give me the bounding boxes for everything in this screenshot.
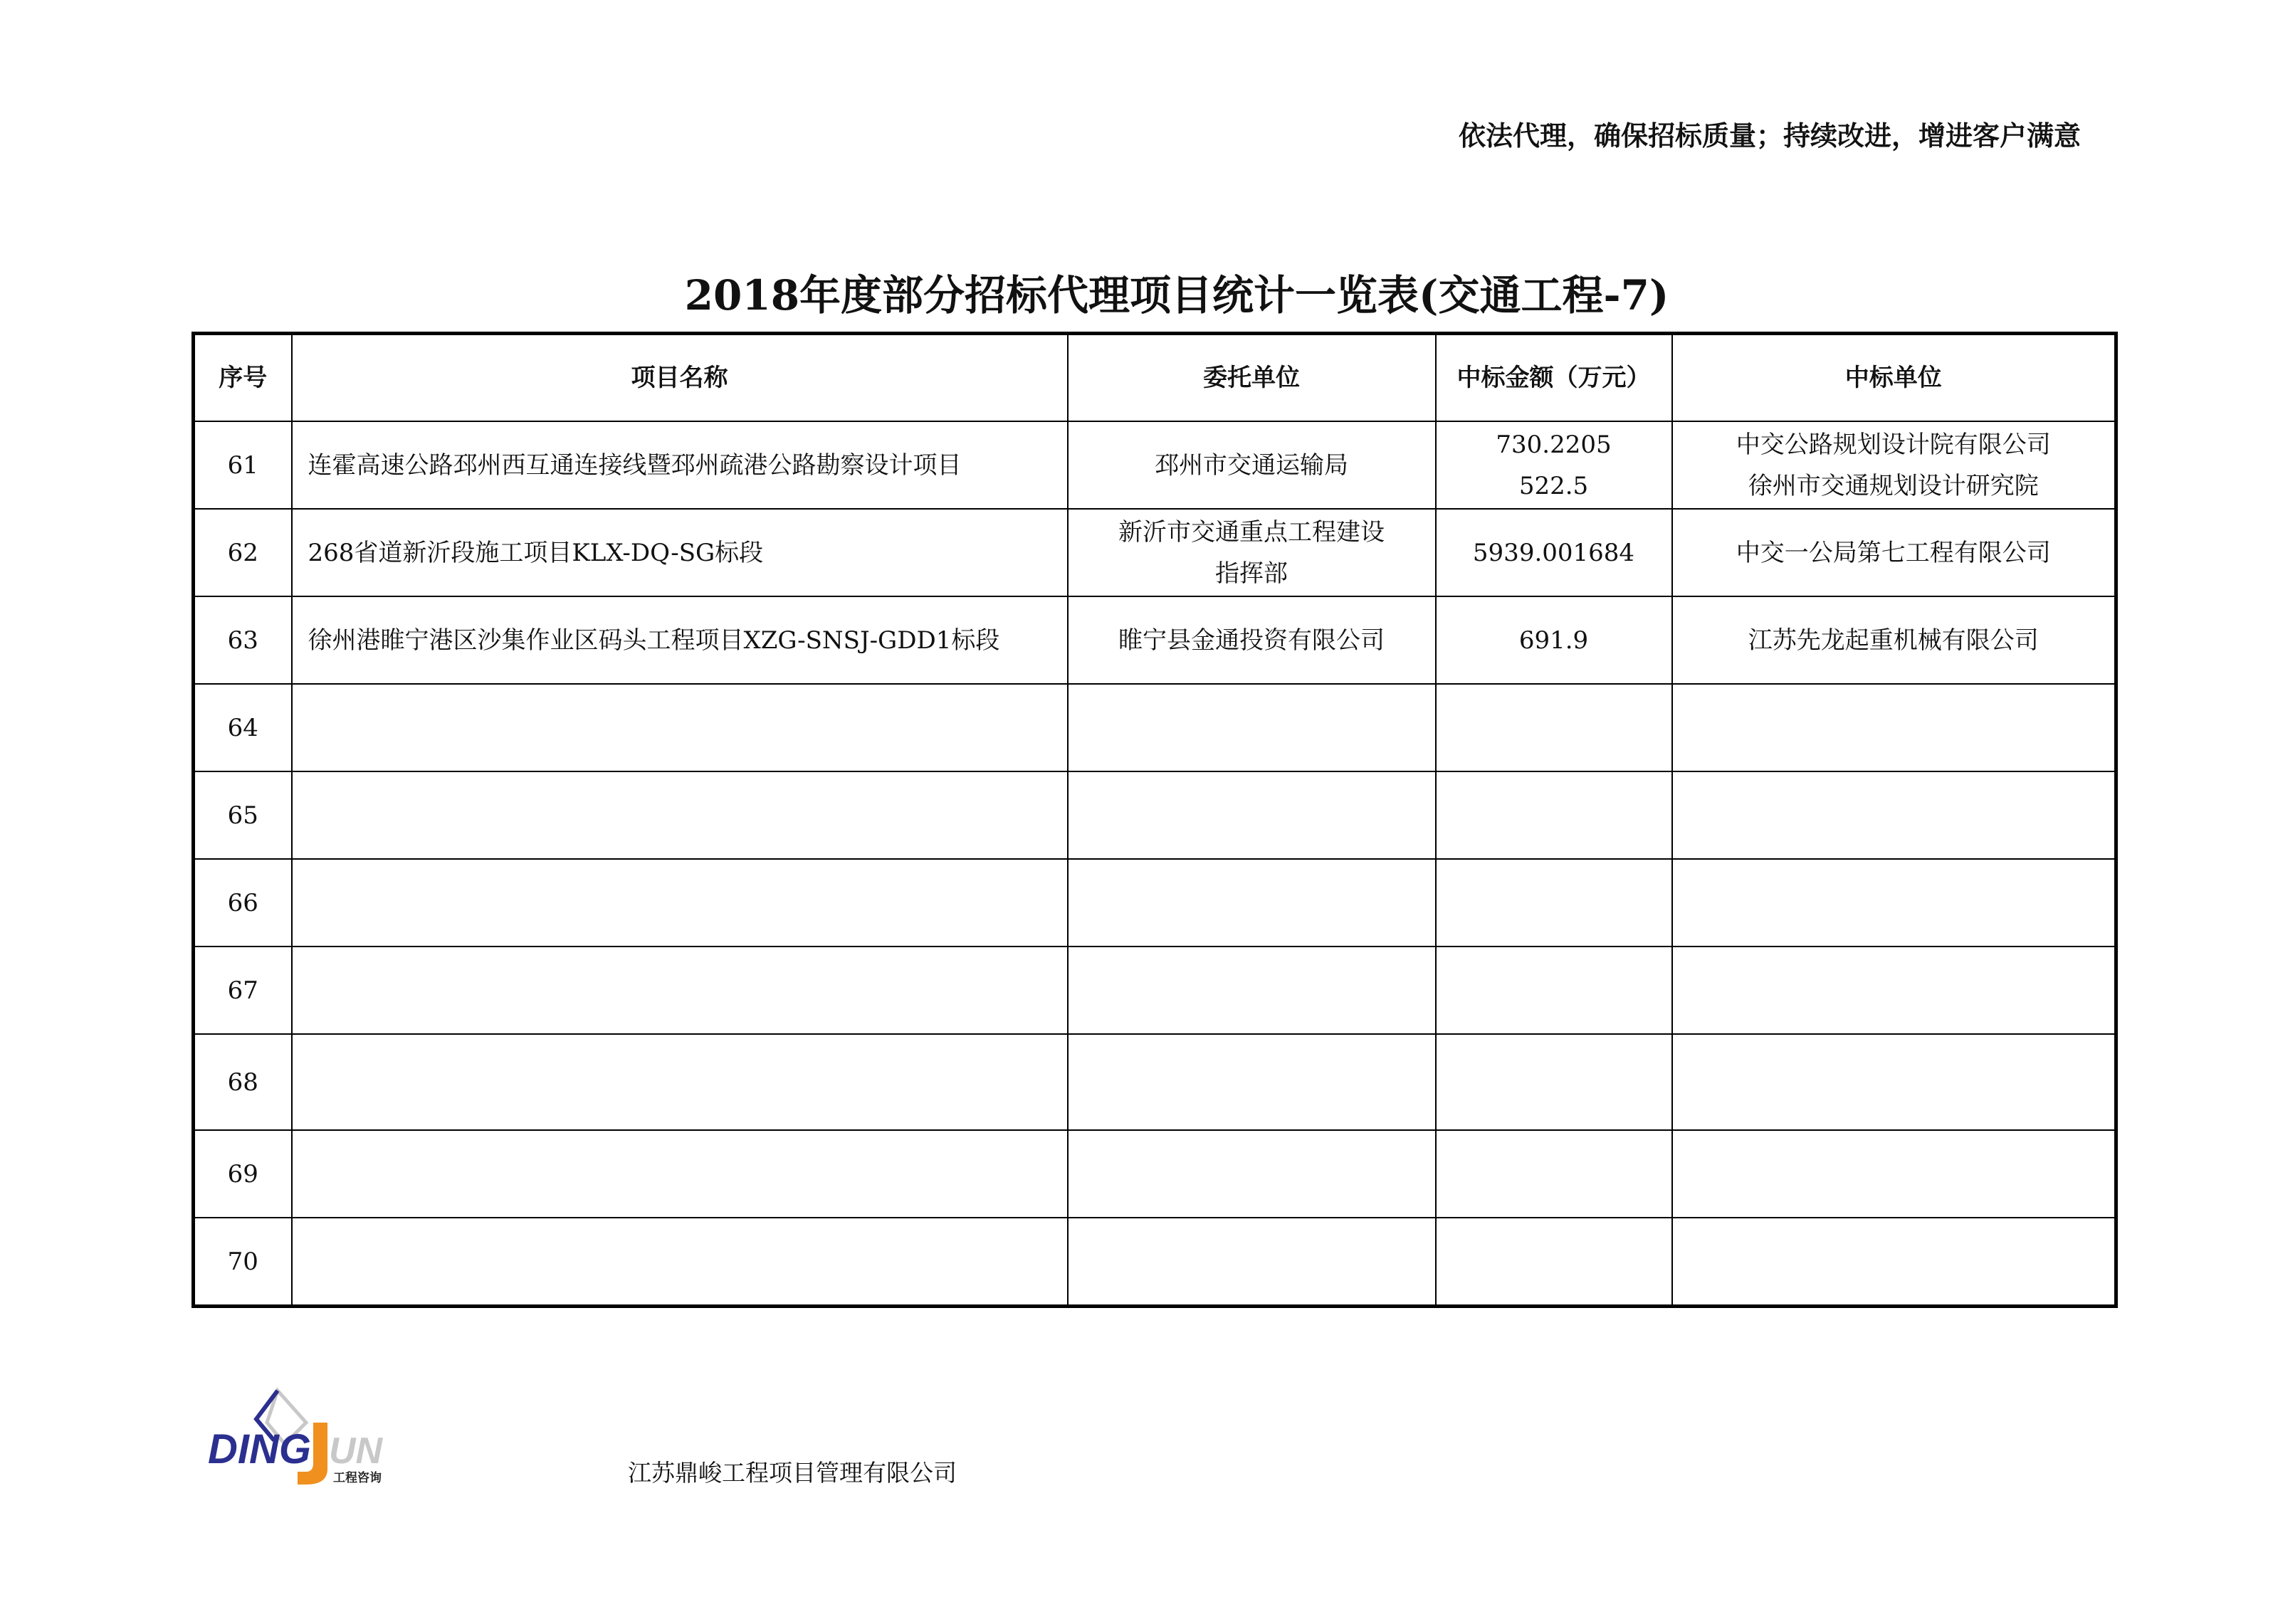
winner-line: 中交公路规划设计院有限公司: [1736, 430, 2051, 459]
table-row: [194, 509, 2116, 596]
slogan: 依法代理，确保招标质量；持续改进，增进客户满意: [1458, 120, 2081, 152]
col-header-no: 序号: [194, 334, 292, 422]
winner-line: 徐州市交通规划设计研究院: [1748, 471, 2039, 500]
table-row: [194, 1130, 2116, 1218]
svg-text:DING: DING: [208, 1426, 311, 1472]
row-no: 68: [194, 1034, 292, 1130]
svg-text:工程咨询: 工程咨询: [333, 1471, 382, 1485]
row-no: 66: [194, 859, 292, 947]
row-no: 67: [194, 947, 292, 1034]
winner: [1672, 421, 2116, 509]
table-row: [194, 771, 2116, 859]
table-header-row: [194, 334, 2116, 422]
row-no: 69: [194, 1130, 292, 1218]
client: [1068, 509, 1436, 596]
amount: 691.9: [1436, 596, 1672, 684]
client: 邳州市交通运输局: [1068, 421, 1436, 509]
project-name: 连霍高速公路邳州西互通连接线暨邳州疏港公路勘察设计项目: [292, 421, 1068, 509]
amount: 5939.001684: [1436, 509, 1672, 596]
table-row: [194, 1034, 2116, 1130]
svg-text:UN: UN: [329, 1430, 383, 1472]
table-row: [194, 859, 2116, 947]
row-no: 63: [194, 596, 292, 684]
row-no: 64: [194, 684, 292, 771]
winner: 中交一公局第七工程有限公司: [1672, 509, 2116, 596]
project-name: 徐州港睢宁港区沙集作业区码头工程项目XZG-SNSJ-GDD1标段: [292, 596, 1068, 684]
amount-line: 522.5: [1518, 471, 1589, 500]
client-line: 新沂市交通重点工程建设: [1118, 517, 1385, 547]
table-row: [194, 947, 2116, 1034]
dingjun-logo: [206, 1383, 399, 1490]
company-name: 江苏鼎峻工程项目管理有限公司: [628, 1459, 957, 1487]
table-row: [194, 596, 2116, 684]
col-header-amount: 中标金额（万元）: [1436, 334, 1672, 422]
row-no: 65: [194, 771, 292, 859]
row-no: 62: [194, 509, 292, 596]
table-row: [194, 684, 2116, 771]
row-no: 70: [194, 1218, 292, 1307]
client: 睢宁县金通投资有限公司: [1068, 596, 1436, 684]
project-name: 268省道新沂段施工项目KLX-DQ-SG标段: [292, 509, 1068, 596]
page-title: 2018年度部分招标代理项目统计一览表(交通工程-7): [684, 271, 1669, 320]
table-row: [194, 421, 2116, 509]
col-header-client: 委托单位: [1068, 334, 1436, 422]
col-header-winner: 中标单位: [1672, 334, 2116, 422]
row-no: 61: [194, 421, 292, 509]
winner: 江苏先龙起重机械有限公司: [1672, 596, 2116, 684]
client-line: 指挥部: [1215, 559, 1288, 588]
col-header-name: 项目名称: [292, 334, 1068, 422]
amount: [1436, 421, 1672, 509]
amount-line: 730.2205: [1496, 430, 1612, 459]
project-table: [191, 332, 2118, 1308]
table-row: [194, 1218, 2116, 1307]
